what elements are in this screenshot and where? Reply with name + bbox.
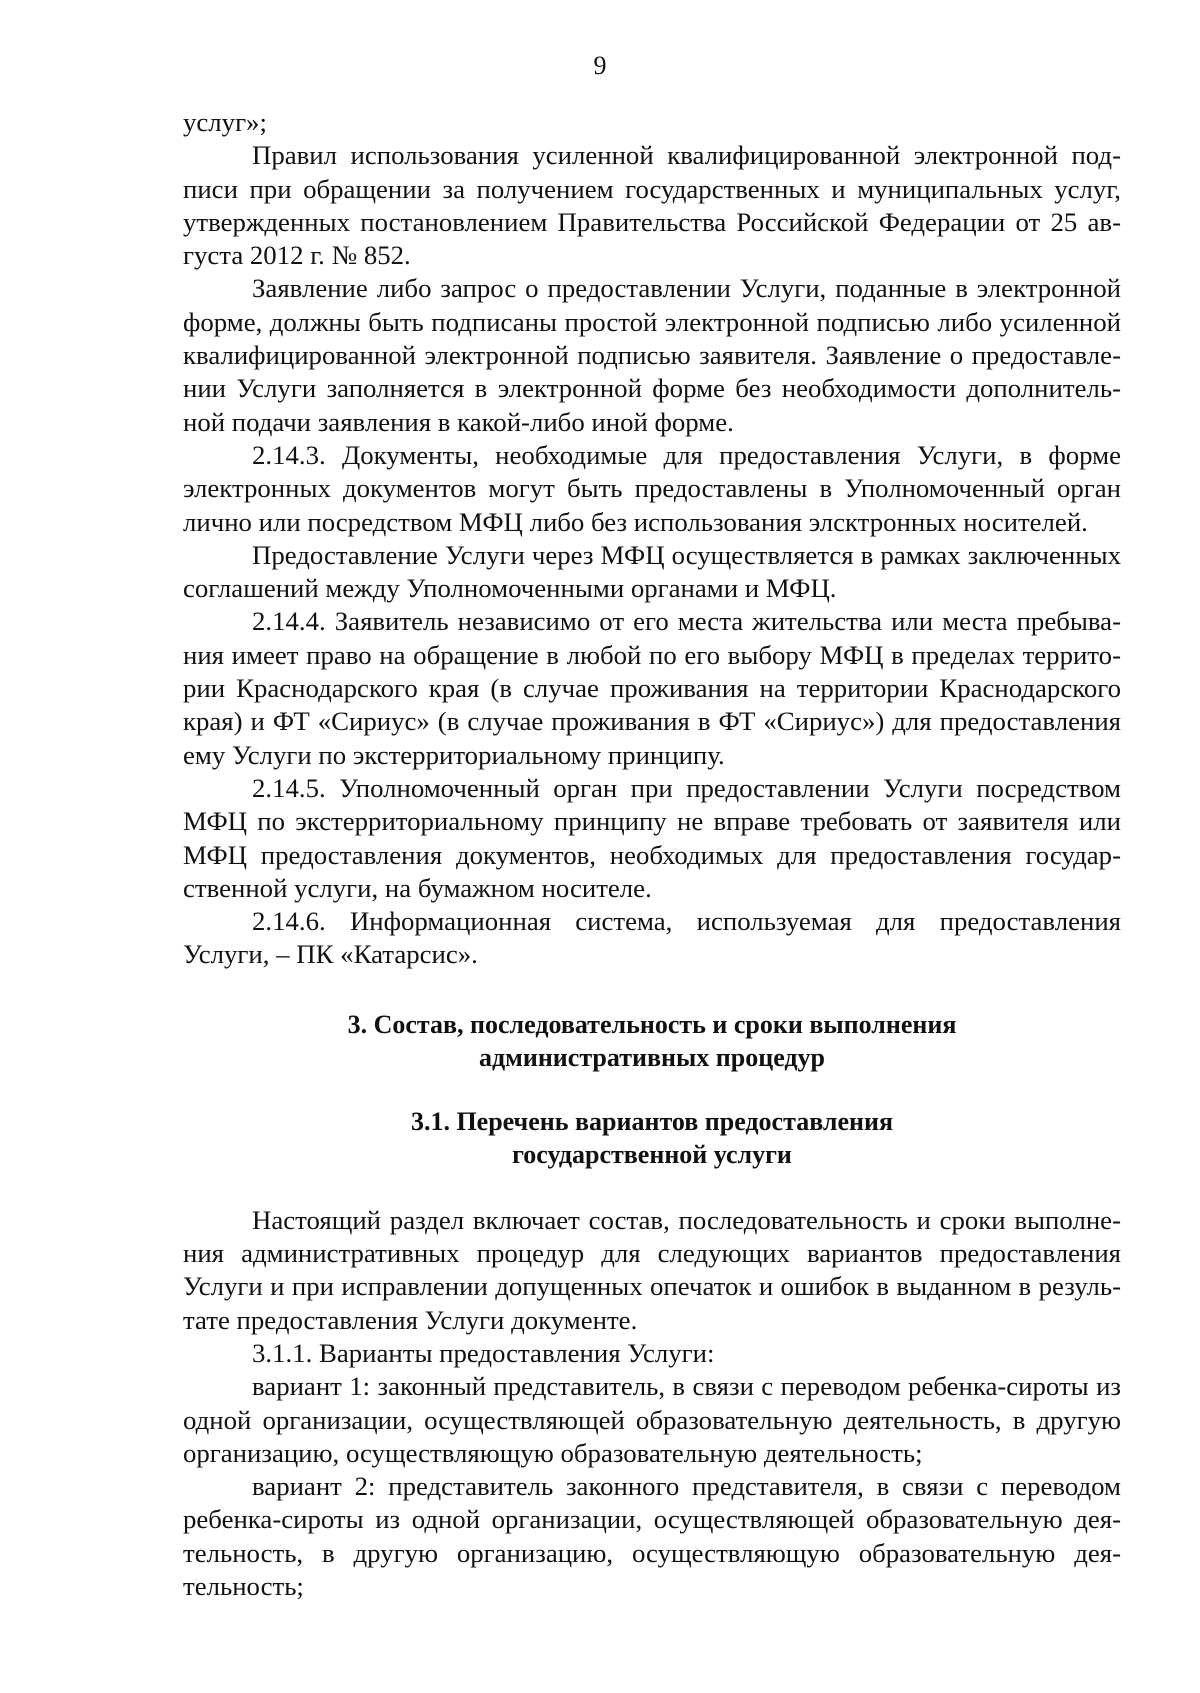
section-heading-3 bbox=[183, 1008, 1121, 1074]
paragraph: 2.14.6. Информационная система, используемая для предоставления Услуги, – ПК «Катарсис». bbox=[183, 906, 1121, 970]
document-body bbox=[183, 106, 1121, 1603]
paragraph: услуг»; bbox=[183, 107, 267, 137]
section-heading-line: административных процедур bbox=[478, 1042, 826, 1072]
spacer bbox=[183, 1074, 1121, 1105]
page-number: 9 bbox=[593, 51, 607, 80]
spacer bbox=[183, 972, 1121, 1008]
section-heading-line: государственной услуги bbox=[512, 1139, 792, 1169]
paragraph: Заявление либо запрос о предоставлении Услуги, поданные в электронной форме, должны быть подписаны простой электронной подписью либо усиленной квалифицированной электронной подписью заявителя. Заявление о предоставлении Услуги заполняется в электронной форме без необходимости дополнительной подачи заявления в какой-либо иной форме. bbox=[183, 273, 1121, 437]
paragraph: Предоставление Услуги через МФЦ осуществляется в рамках заключенных соглашений между Уполномоченными органами и МФЦ. bbox=[183, 539, 1121, 604]
section-heading-3-1 bbox=[183, 1105, 1121, 1171]
paragraph: 3.1.1. Варианты предоставления Услуги: bbox=[252, 1337, 715, 1368]
paragraph: 2.14.3. Документы, необходимые для предоставления Услуги, в форме электронных документов могут быть предоставлены в Уполномоченный орган лично или посредством МФЦ либо без использования элсктронных носителей. bbox=[183, 439, 1121, 537]
paragraph: 2.14.5. Уполномоченный орган при предоставлении Услуги посредством МФЦ по экстерриториальному принципу не вправе требовать от заявителя или МФЦ предоставления документов, необходимых для предоставления государственной услуги, на бумажном носителе. bbox=[183, 772, 1121, 903]
paragraph: вариант 2: представитель законного представителя, в связи с переводом ребенка-сироты из одной организации, осуществляющей образовательную деятельность, в другую организацию, осуществляющую образовательную деятельность; bbox=[183, 1471, 1121, 1601]
spacer bbox=[183, 1171, 1121, 1204]
paragraph: вариант 1: законный представитель, в связи с переводом ребенка-сироты из одной организации, осуществляющей образовательную деятельность, в другую организацию, осуществляющую образовательную деятельность; bbox=[183, 1371, 1121, 1468]
paragraph: 2.14.4. Заявитель независимо от его места жительства или места пребывания имеет право на обращение в любой по его выбору МФЦ в пределах территории Краснодарского края (в случае проживания на территории Краснодарского края) и ФТ «Сириус» (в случае проживания в ФТ «Сириус») для предоставления ему Услуги по экстерриториальному принципу. bbox=[183, 606, 1121, 770]
paragraph: Правил использования усиленной квалифицированной электронной подписи при обращении за получением государственных и муниципальных услуг, утвержденных постановлением Правительства Российской Федерации от 25 августа 2012 г. № 852. bbox=[183, 140, 1121, 271]
section-heading-line: 3.1. Перечень вариантов предоставления bbox=[410, 1106, 894, 1136]
paragraph: Настоящий раздел включает состав, последовательность и сроки выполнения административных процедур для следующих вариантов предоставления Услуги и при исправлении допущенных опечаток и ошибок в выданном в результате предоставления Услуги документе. bbox=[183, 1204, 1121, 1335]
section-heading-line: 3. Состав, последовательность и сроки выполнения bbox=[347, 1009, 957, 1039]
